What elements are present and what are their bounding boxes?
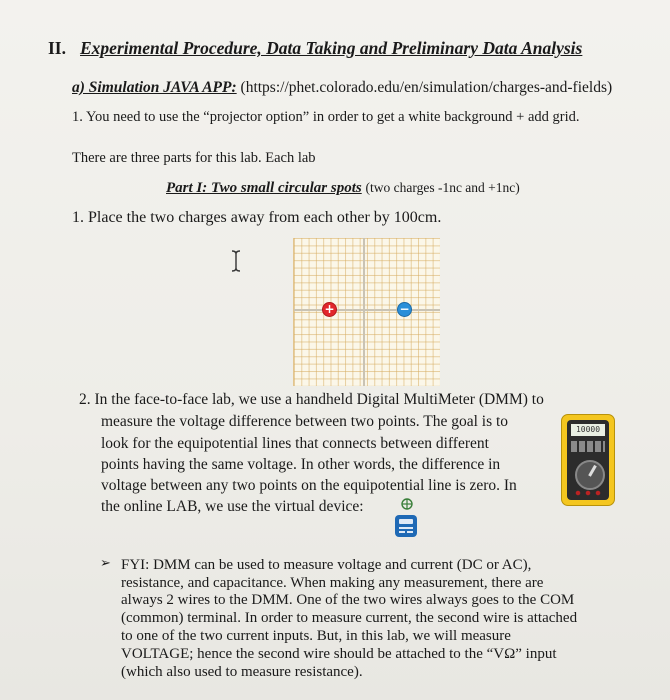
negative-charge[interactable]: − bbox=[399, 302, 410, 316]
step2-line-6: the online LAB, we use the virtual device: bbox=[101, 498, 364, 515]
multimeter-display: 10000 bbox=[571, 424, 605, 436]
positive-charge[interactable]: + bbox=[324, 302, 335, 316]
step2-line-3: look for the equipotential lines that connects between different bbox=[101, 435, 489, 452]
step2-line-5: voltage between any two points on the equipotential line is zero. In bbox=[101, 477, 517, 494]
fyi-line-7: (which also used to measure resistance). bbox=[121, 664, 363, 680]
fyi-line-2: resistance, and capacitance. When making any measurement, there are bbox=[121, 575, 544, 591]
part1-subtitle: (two charges -1nc and +1nc) bbox=[365, 180, 520, 195]
simulation-url: (https://phet.colorado.edu/en/simulation/charges-and-fields) bbox=[240, 79, 613, 96]
simulation-grid[interactable] bbox=[293, 238, 440, 386]
simulation-app-label: a) Simulation JAVA APP: bbox=[72, 79, 237, 96]
step2-line-4: points having the same voltage. In other words, the difference in bbox=[101, 456, 501, 473]
grid-axis-horizontal bbox=[294, 309, 440, 311]
multimeter-dial bbox=[575, 460, 605, 490]
three-parts-text: There are three parts for this lab. Each lab bbox=[72, 150, 316, 166]
grid-axis-vertical bbox=[363, 238, 365, 386]
step2-line-1: 2. In the face-to-face lab, we use a handheld Digital MultiMeter (DMM) to bbox=[79, 391, 544, 408]
virtual-voltmeter-icon[interactable] bbox=[395, 515, 417, 537]
part1-title: Part I: Two small circular spots bbox=[166, 180, 362, 196]
voltmeter-probe-icon[interactable] bbox=[400, 497, 414, 511]
fyi-line-1: FYI: DMM can be used to measure voltage and current (DC or AC), bbox=[121, 557, 532, 573]
fyi-line-6: VOLTAGE; hence the second wire should be attached to the “VΩ” input bbox=[121, 646, 557, 662]
section-heading bbox=[48, 38, 582, 59]
fyi-line-3: always 2 wires to the DMM. One of the two wires always goes to the COM bbox=[121, 592, 575, 608]
arrow-bullet-icon: ➢ bbox=[100, 556, 111, 571]
projector-instruction: 1. You need to use the “projector option” in order to get a white background + add grid. bbox=[72, 109, 580, 125]
fyi-line-4: (common) terminal. In order to measure current, the second wire is attached bbox=[121, 610, 578, 626]
part1-heading bbox=[166, 180, 520, 197]
multimeter-buttons bbox=[571, 441, 605, 452]
simulation-app-line bbox=[72, 79, 612, 97]
multimeter-jacks bbox=[573, 490, 603, 496]
step1-text: 1. Place the two charges away from each other by 100cm. bbox=[72, 209, 442, 226]
step2-line-2: measure the voltage difference between two points. The goal is to bbox=[101, 413, 509, 430]
section-number: II. bbox=[48, 38, 66, 58]
multimeter-image bbox=[561, 414, 615, 506]
fyi-line-5: to one of the two current inputs. But, in this lab, we will measure bbox=[121, 628, 511, 644]
text-cursor-icon bbox=[229, 249, 243, 273]
section-title: Experimental Procedure, Data Taking and Preliminary Data Analysis bbox=[80, 38, 583, 58]
